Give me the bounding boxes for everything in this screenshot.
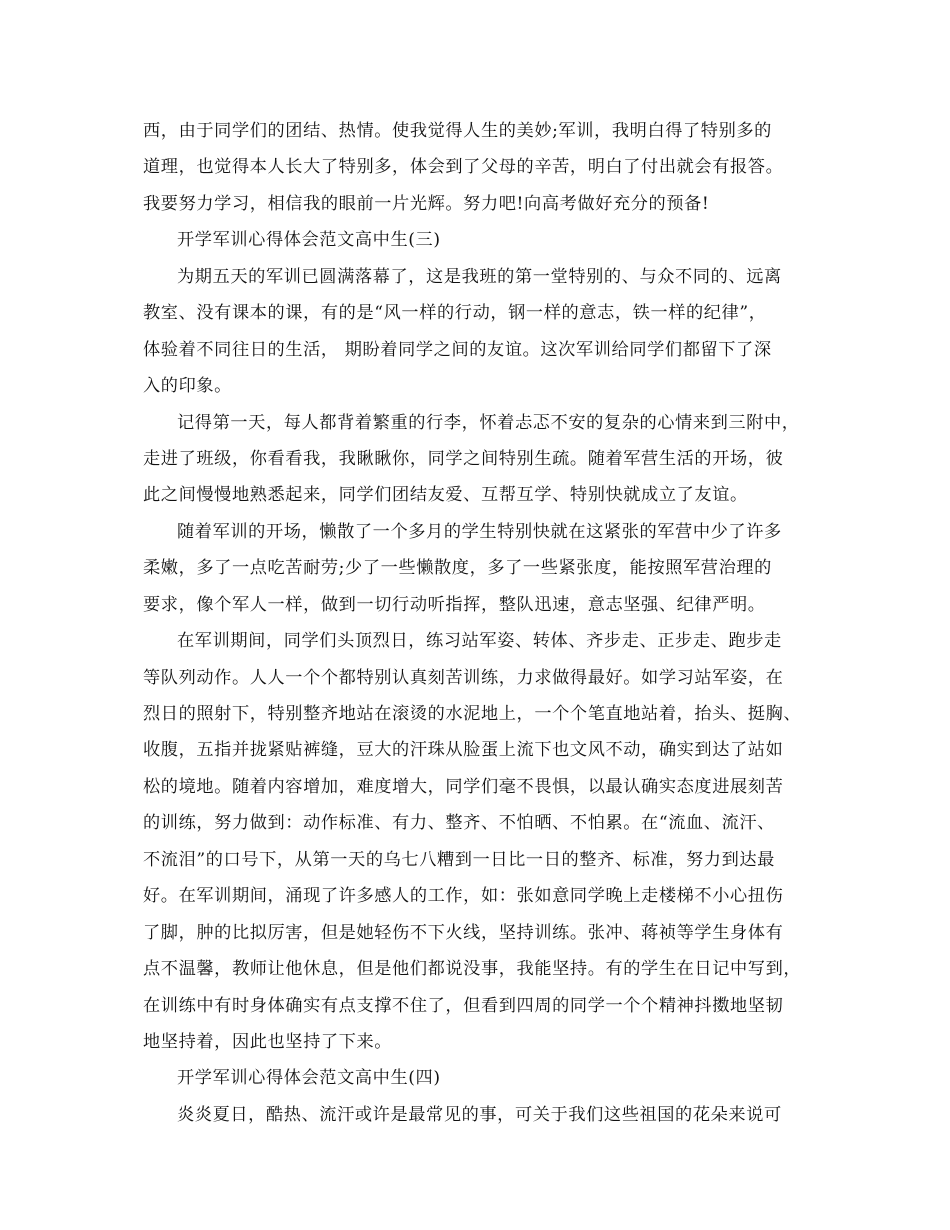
text-line: 在军训期间，同学们头顶烈日，练习站军姿、转体、齐步走、正步走、跑步走 [177,631,782,652]
section-heading: 开学军训心得体会范文高中生(四) [177,1068,441,1089]
text-line: 我要努力学习，相信我的眼前一片光辉。努力吧!向高考做好充分的预备! [143,193,710,214]
text-line: 的训练，努力做到：动作标准、有力、整齐、不怕晒、不怕累。在“流血、流汗、 [143,813,775,834]
text-line: 在训练中有时身体确实有点支撑不住了，但看到四周的同学一个个精神抖擞地坚韧 [143,995,784,1016]
text-line: 走进了班级，你看看我，我瞅瞅你，同学之间特别生疏。随着军营生活的开场，彼 [143,448,784,469]
text-line: 点不温馨，教师让他休息，但是他们都说没事，我能坚持。有的学生在日记中写到， [143,959,802,980]
text-line: 炎炎夏日，酷热、流汗或许是最常见的事，可关于我们这些祖国的花朵来说可 [177,1104,782,1125]
text-line: 不流泪”的口号下，从第一天的乌七八糟到一日比一日的整齐、标准，努力到达最 [143,849,775,870]
text-line: 要求，像个军人一样，做到一切行动听指挥，整队迅速，意志坚强、纪律严明。 [143,594,766,615]
text-line: 了脚，肿的比拟厉害，但是她轻伤不下火线，坚持训练。张冲、蒋祯等学生身体有 [143,922,784,943]
text-line: 柔嫩，多了一点吃苦耐劳;少了一些懒散度，多了一些紧张度，能按照军营治理的 [143,558,772,579]
text-line: 松的境地。随着内容增加，难度增大，同学们毫不畏惧，以最认确实态度进展刻苦 [143,776,784,797]
section-heading: 开学军训心得体会范文高中生(三) [177,230,441,251]
text-line: 西，由于同学们的团结、热情。使我觉得人生的美妙;军训，我明白得了特别多的 [143,121,772,141]
text-line: 等队列动作。人人一个个都特别认真刻苦训练，力求做得最好。如学习站军姿，在 [143,667,784,688]
text-line: 烈日的照射下，特别整齐地站在滚烫的水泥地上，一个个笔直地站着，抬头、挺胸、 [143,704,802,724]
text-line: 随着军训的开场，懒散了一个多月的学生特别快就在这紧张的军营中少了许多 [177,521,782,542]
text-line: 体验着不同往日的生活， 期盼着同学之间的友谊。这次军训给同学们都留下了深 [143,339,772,360]
text-line: 道理，也觉得本人长大了特别多，体会到了父母的辛苦，明白了付出就会有报答。 [143,157,784,178]
text-line: 教室、没有课本的课，有的是“风一样的行动，钢一样的意志，铁一样的纪律”， [143,303,767,324]
text-line: 入的印象。 [143,376,232,397]
text-line: 地坚持着，因此也坚持了下来。 [143,1031,393,1052]
text-line: 好。在军训期间，涌现了许多感人的工作，如：张如意同学晚上走楼梯不小心扭伤 [143,886,784,907]
document-page [143,113,823,1133]
text-line: 记得第一天，每人都背着繁重的行李，怀着忐忑不安的复杂的心情来到三附中， [177,412,800,433]
text-line: 此之间慢慢地熟悉起来，同学们团结友爱、互帮互学、特别快就成立了友谊。 [143,485,748,506]
text-line: 为期五天的军训已圆满落幕了，这是我班的第一堂特别的、与众不同的、远离 [177,266,782,287]
text-line: 收腹，五指并拢紧贴裤缝，豆大的汗珠从脸蛋上流下也文风不动，确实到达了站如 [143,740,784,761]
